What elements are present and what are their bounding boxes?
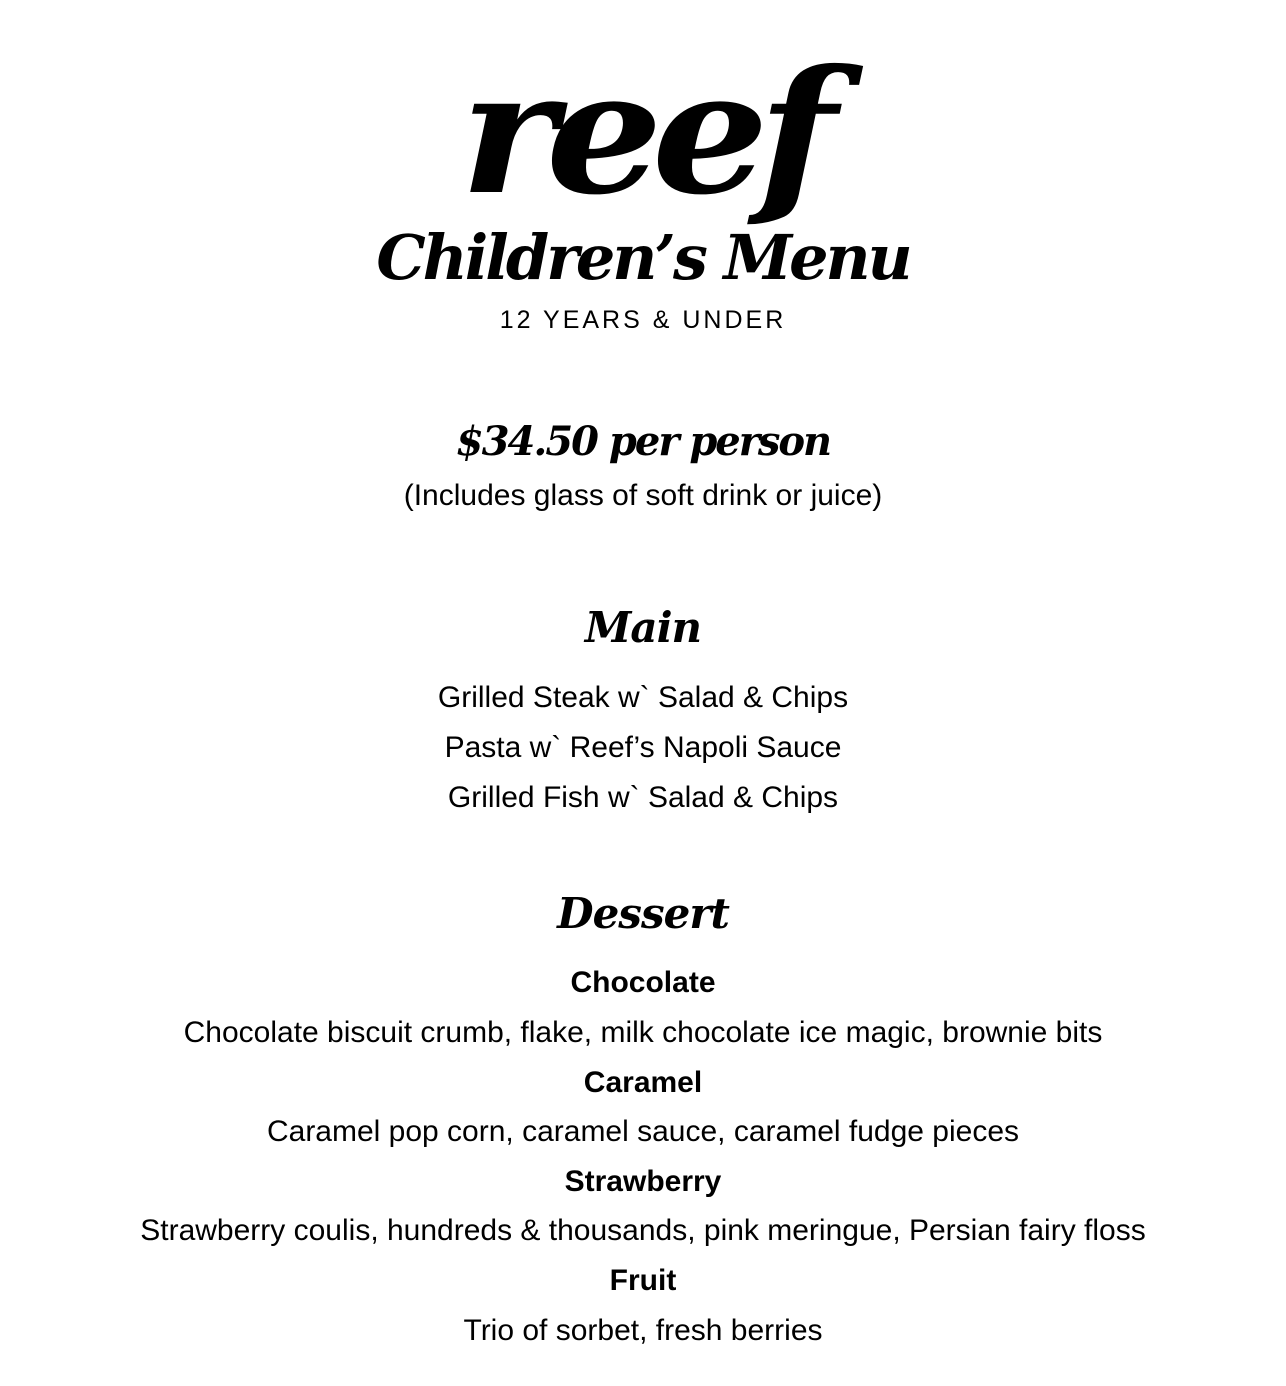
dessert-section-title: Dessert	[557, 889, 729, 938]
reef-logo: reef	[459, 33, 827, 233]
dessert-description-caramel: Caramel pop corn, caramel sauce, caramel fudge pieces	[266, 1115, 1020, 1148]
menu-title: Children’s Menu	[376, 221, 910, 294]
main-item-fish: Grilled Fish w` Salad & Chips	[447, 781, 839, 814]
price-note: (Includes glass of soft drink or juice)	[403, 479, 883, 512]
dessert-description-strawberry: Strawberry coulis, hundreds & thousands, pink meringue, Persian fairy floss	[140, 1214, 1146, 1247]
age-restriction: 12 YEARS & UNDER	[499, 306, 787, 334]
main-item-steak: Grilled Steak w` Salad & Chips	[437, 681, 849, 714]
price: $34.50 per person	[455, 418, 831, 465]
main-item-pasta: Pasta w` Reef’s Napoli Sauce	[444, 731, 842, 764]
dessert-name-strawberry: Strawberry	[564, 1165, 722, 1198]
dessert-name-caramel: Caramel	[583, 1066, 703, 1099]
dessert-description-chocolate: Chocolate biscuit crumb, flake, milk chocolate ice magic, brownie bits	[183, 1016, 1103, 1049]
dessert-description-fruit: Trio of sorbet, fresh berries	[463, 1314, 823, 1347]
dessert-name-fruit: Fruit	[609, 1264, 677, 1297]
dessert-name-chocolate: Chocolate	[570, 966, 716, 999]
main-section-title: Main	[584, 603, 702, 652]
